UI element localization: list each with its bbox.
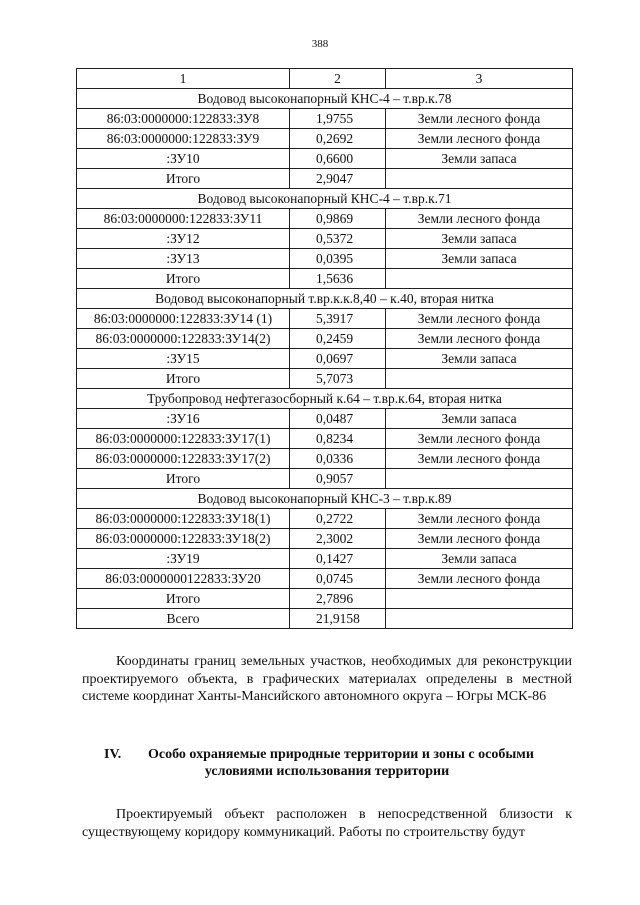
area-cell: 0,0487 — [290, 409, 386, 429]
land-category-cell: Земли запаса — [386, 229, 573, 249]
land-category-cell: Земли лесного фонда — [386, 329, 573, 349]
column-header: 2 — [290, 69, 386, 89]
table-row — [77, 549, 573, 569]
subtotal-row — [77, 589, 573, 609]
area-cell: 0,6600 — [290, 149, 386, 169]
section-number: IV. — [104, 747, 122, 762]
table-row — [77, 509, 573, 529]
area-cell: 0,0395 — [290, 249, 386, 269]
land-category-cell: Земли запаса — [386, 349, 573, 369]
land-category-cell: Земли запаса — [386, 549, 573, 569]
area-cell: 0,5372 — [290, 229, 386, 249]
subtotal-row — [77, 269, 573, 289]
empty-cell — [386, 369, 573, 389]
table-row — [77, 449, 573, 469]
area-cell: 0,0745 — [290, 569, 386, 589]
land-category-cell: Земли запаса — [386, 149, 573, 169]
table-row — [77, 149, 573, 169]
section-title-line1: Особо охраняемые природные территории и зоны с особыми — [148, 747, 534, 762]
table-row — [77, 529, 573, 549]
land-category-cell: Земли лесного фонда — [386, 109, 573, 129]
table-row — [77, 249, 573, 269]
subtotal-value: 5,7073 — [290, 369, 386, 389]
area-cell: 5,3917 — [290, 309, 386, 329]
cadastral-number-cell: :ЗУ13 — [77, 249, 290, 269]
page-number: 388 — [311, 38, 329, 50]
empty-cell — [386, 169, 573, 189]
cadastral-number-cell: :ЗУ10 — [77, 149, 290, 169]
land-category-cell: Земли лесного фонда — [386, 529, 573, 549]
land-category-cell: Земли лесного фонда — [386, 449, 573, 469]
cadastral-number-cell: 86:03:0000000:122833:ЗУ17(1) — [77, 429, 290, 449]
land-category-cell: Земли запаса — [386, 409, 573, 429]
area-cell: 0,9869 — [290, 209, 386, 229]
subtotal-value: 2,7896 — [290, 589, 386, 609]
cadastral-number-cell: 86:03:0000000:122833:ЗУ9 — [77, 129, 290, 149]
cadastral-number-cell: :ЗУ12 — [77, 229, 290, 249]
land-category-cell: Земли лесного фонда — [386, 309, 573, 329]
subtotal-row — [77, 369, 573, 389]
subtotal-label: Итого — [77, 469, 290, 489]
empty-cell — [386, 469, 573, 489]
column-header: 3 — [386, 69, 573, 89]
cadastral-number-cell: 86:03:0000000:122833:ЗУ14 (1) — [77, 309, 290, 329]
area-cell: 2,3002 — [290, 529, 386, 549]
cadastral-number-cell: :ЗУ16 — [77, 409, 290, 429]
project-location-paragraph: Проектируемый объект расположен в непосредственной близости к существующему коридору коммуникаций. Работы по строительству будут — [82, 807, 572, 840]
subtotal-value: 0,9057 — [290, 469, 386, 489]
land-category-cell: Земли запаса — [386, 249, 573, 269]
area-cell: 1,9755 — [290, 109, 386, 129]
land-category-cell: Земли лесного фонда — [386, 569, 573, 589]
table-row — [77, 109, 573, 129]
table-row — [77, 229, 573, 249]
subtotal-label: Итого — [77, 169, 290, 189]
subtotal-label: Итого — [77, 369, 290, 389]
cadastral-number-cell: 86:03:0000000:122833:ЗУ18(1) — [77, 509, 290, 529]
cadastral-number-cell: 86:03:0000000:122833:ЗУ14(2) — [77, 329, 290, 349]
land-category-cell: Земли лесного фонда — [386, 129, 573, 149]
area-cell: 0,2692 — [290, 129, 386, 149]
subtotal-label: Итого — [77, 589, 290, 609]
table-row — [77, 129, 573, 149]
section-title-cell: Водовод высоконапорный КНС-3 – т.вр.к.89 — [77, 489, 573, 509]
section-title-cell: Трубопровод нефтегазосборный к.64 – т.вр.к.64, вторая нитка — [77, 389, 573, 409]
subtotal-row — [77, 469, 573, 489]
area-cell: 0,0697 — [290, 349, 386, 369]
section-title-cell: Водовод высоконапорный т.вр.к.к.8,40 – к.40, вторая нитка — [77, 289, 573, 309]
land-plots-table — [76, 68, 573, 629]
cadastral-number-cell: :ЗУ19 — [77, 549, 290, 569]
section-title-row — [77, 389, 573, 409]
cadastral-number-cell: 86:03:0000000:122833:ЗУ18(2) — [77, 529, 290, 549]
section-title-row — [77, 189, 573, 209]
area-cell: 0,2722 — [290, 509, 386, 529]
table-header-row — [77, 69, 573, 89]
section-title-row — [77, 89, 573, 109]
land-category-cell: Земли лесного фонда — [386, 209, 573, 229]
section-title-row — [77, 289, 573, 309]
area-cell: 0,0336 — [290, 449, 386, 469]
subtotal-value: 1,5636 — [290, 269, 386, 289]
table-row — [77, 309, 573, 329]
section-title-line2: условиями использования территории — [204, 764, 450, 779]
table-row — [77, 329, 573, 349]
table-body — [77, 69, 573, 629]
grand-total-value: 21,9158 — [290, 609, 386, 629]
empty-cell — [386, 609, 573, 629]
column-header: 1 — [77, 69, 290, 89]
area-cell: 0,8234 — [290, 429, 386, 449]
grand-total-label: Всего — [77, 609, 290, 629]
cadastral-number-cell: :ЗУ15 — [77, 349, 290, 369]
table-row — [77, 429, 573, 449]
table-row — [77, 569, 573, 589]
land-category-cell: Земли лесного фонда — [386, 429, 573, 449]
subtotal-value: 2,9047 — [290, 169, 386, 189]
subtotal-label: Итого — [77, 269, 290, 289]
cadastral-number-cell: 86:03:0000000:122833:ЗУ8 — [77, 109, 290, 129]
grand-total-row — [77, 609, 573, 629]
area-cell: 0,1427 — [290, 549, 386, 569]
coordinates-paragraph: Координаты границ земельных участков, необходимых для реконструкции проектируемого объекта, в графических материалах определены в местной системе координат Ханты-Мансийского автономного округа – Югры МСК-86 — [82, 654, 572, 704]
land-category-cell: Земли лесного фонда — [386, 509, 573, 529]
table-row — [77, 349, 573, 369]
section-title-row — [77, 489, 573, 509]
table-row — [77, 209, 573, 229]
cadastral-number-cell: 86:03:0000000:122833:ЗУ11 — [77, 209, 290, 229]
table-row — [77, 409, 573, 429]
subtotal-row — [77, 169, 573, 189]
cadastral-number-cell: 86:03:0000000122833:ЗУ20 — [77, 569, 290, 589]
empty-cell — [386, 269, 573, 289]
section-title-cell: Водовод высоконапорный КНС-4 – т.вр.к.78 — [77, 89, 573, 109]
area-cell: 0,2459 — [290, 329, 386, 349]
section-title-cell: Водовод высоконапорный КНС-4 – т.вр.к.71 — [77, 189, 573, 209]
cadastral-number-cell: 86:03:0000000:122833:ЗУ17(2) — [77, 449, 290, 469]
empty-cell — [386, 589, 573, 609]
